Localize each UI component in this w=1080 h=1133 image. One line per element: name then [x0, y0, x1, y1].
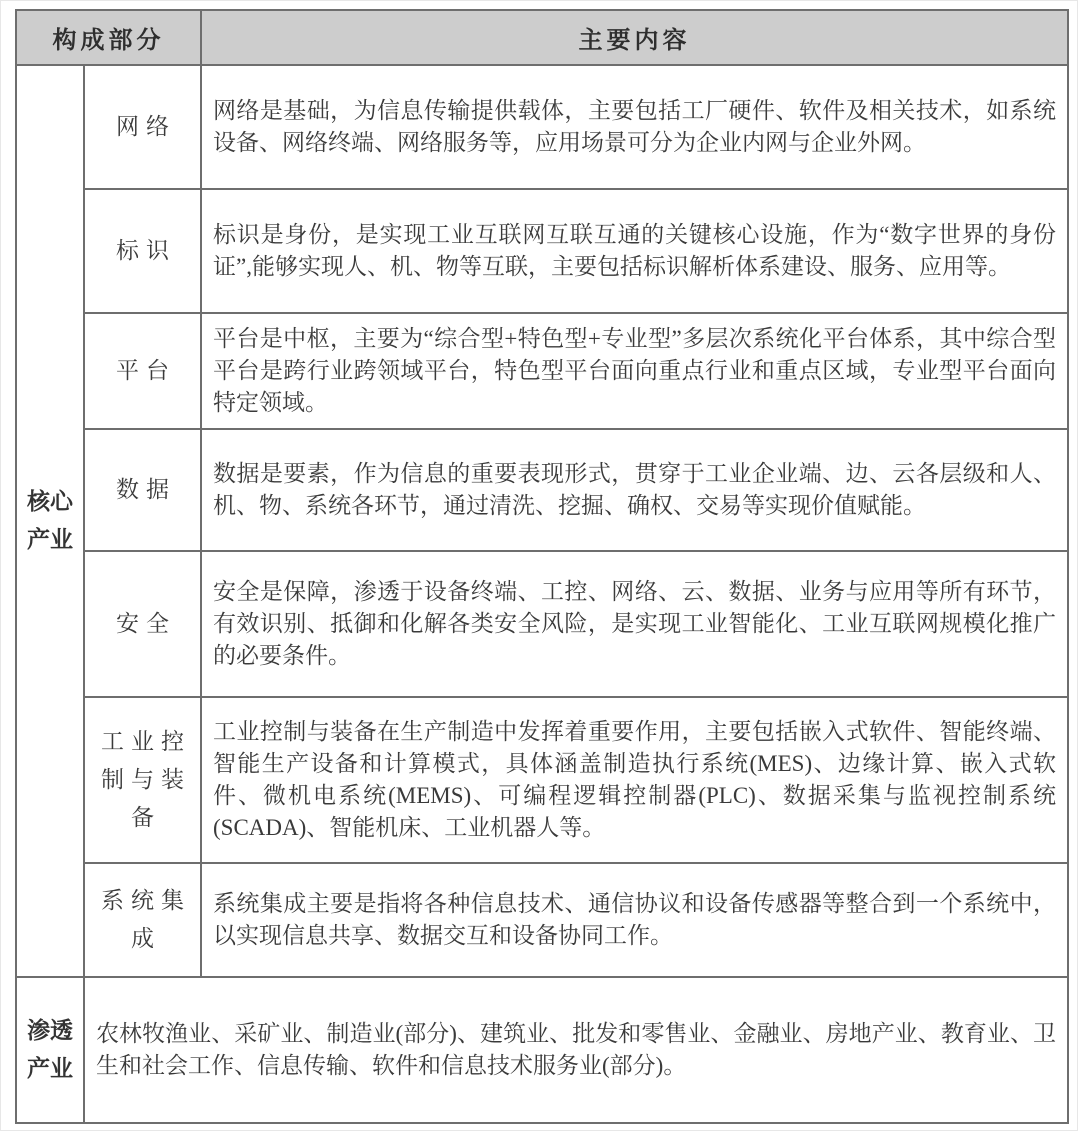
- row-content-industrial-control-equipment: 工业控制与装备在生产制造中发挥着重要作用，主要包括嵌入式软件、智能终端、智能生产设备和计算模式，具体涵盖制造执行系统(MES)、边缘计算、嵌入式软件、微机电系统(MEMS)、可编程逻辑控制器(PLC)、数据采集与监视控制系统(SCADA)、智能机床、工业机器人等。: [201, 697, 1068, 863]
- row-label-network: 网络: [84, 65, 201, 189]
- row-label-industrial-control-equipment: 工业控制与装备: [84, 697, 201, 863]
- table-row: [16, 189, 1068, 313]
- table-header-row: [16, 10, 1068, 65]
- row-content-system-integration: 系统集成主要是指将各种信息技术、通信协议和设备传感器等整合到一个系统中，以实现信息共享、数据交互和设备协同工作。: [201, 863, 1068, 977]
- penetration-industry-group-cell: 渗透产业: [16, 977, 84, 1123]
- industry-components-table: [15, 9, 1069, 1124]
- row-label-platform: 平台: [84, 313, 201, 429]
- core-industry-group-cell: 核心产业: [16, 65, 84, 977]
- table-row: [16, 697, 1068, 863]
- row-content-data: 数据是要素，作为信息的重要表现形式，贯穿于工业企业端、边、云各层级和人、机、物、系统各环节，通过清洗、挖掘、确权、交易等实现价值赋能。: [201, 429, 1068, 551]
- row-content-platform: 平台是中枢，主要为“综合型+特色型+专业型”多层次系统化平台体系，其中综合型平台是跨行业跨领域平台，特色型平台面向重点行业和重点区域，专业型平台面向特定领域。: [201, 313, 1068, 429]
- row-content-security: 安全是保障，渗透于设备终端、工控、网络、云、数据、业务与应用等所有环节，有效识别、抵御和化解各类安全风险，是实现工业智能化、工业互联网规模化推广的必要条件。: [201, 551, 1068, 697]
- table-row: [16, 313, 1068, 429]
- table-row: [16, 977, 1068, 1123]
- row-label-system-integration: 系统集成: [84, 863, 201, 977]
- row-content-network: 网络是基础，为信息传输提供载体，主要包括工厂硬件、软件及相关技术，如系统设备、网络终端、网络服务等，应用场景可分为企业内网与企业外网。: [201, 65, 1068, 189]
- row-label-identifier: 标识: [84, 189, 201, 313]
- table-row: [16, 863, 1068, 977]
- header-cell-main-content: 主要内容: [201, 10, 1068, 65]
- table-row: [16, 65, 1068, 189]
- row-content-penetration-industry: 农林牧渔业、采矿业、制造业(部分)、建筑业、批发和零售业、金融业、房地产业、教育业、卫生和社会工作、信息传输、软件和信息技术服务业(部分)。: [84, 977, 1068, 1123]
- row-label-data: 数据: [84, 429, 201, 551]
- table-row: [16, 429, 1068, 551]
- row-content-identifier: 标识是身份，是实现工业互联网互联互通的关键核心设施，作为“数字世界的身份证”,能够实现人、机、物等互联，主要包括标识解析体系建设、服务、应用等。: [201, 189, 1068, 313]
- header-cell-components: 构成部分: [16, 10, 201, 65]
- row-label-security: 安全: [84, 551, 201, 697]
- table-row: [16, 551, 1068, 697]
